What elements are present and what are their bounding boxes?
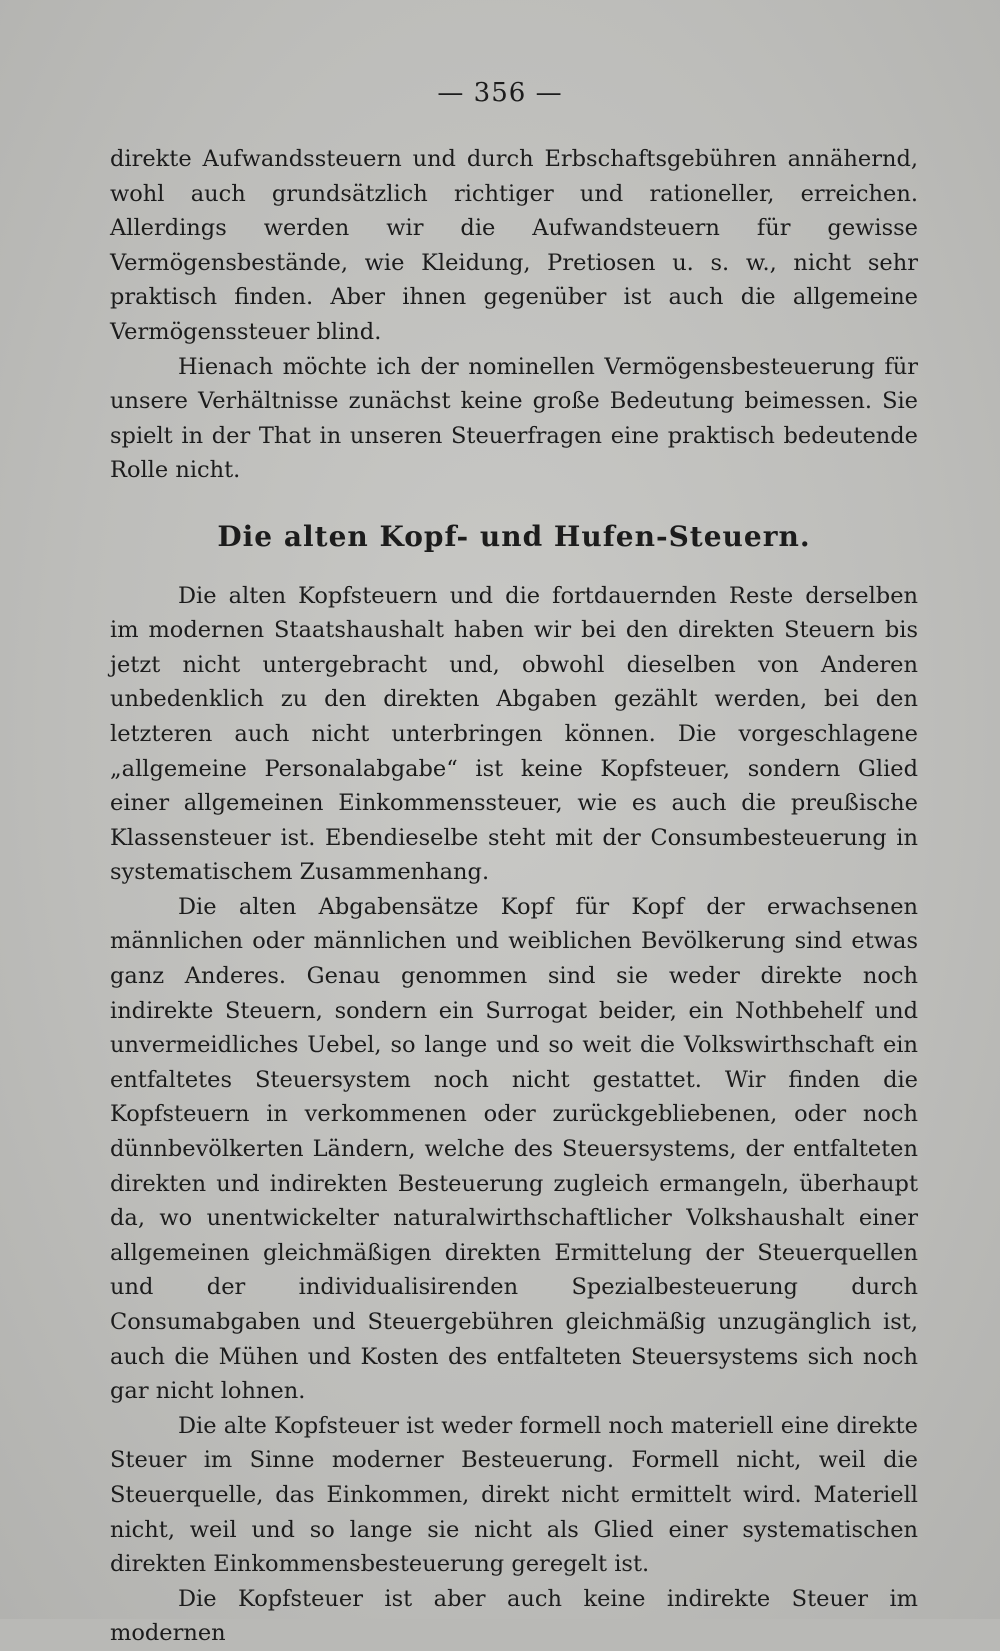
paragraph: Die alten Abgabensätze Kopf für Kopf der erwachsenen männlichen oder männlichen und weiblichen Bevölkerung sind etwas ganz Anderes. Genau genommen sind sie weder direkte noch indirekte Steuern, sondern ein Surrogat beider, ein Nothbehelf und unvermeidliches Uebel, so lange und so weit die Volkswirthschaft ein entfaltetes Steuersystem noch nicht gestattet. Wir finden die Kopfsteuern in verkommenen oder zurückgebliebenen, oder noch dünnbevölkerten Ländern, welche des Steuersystems, der entfalteten direkten und indirekten Besteuerung zugleich ermangeln, überhaupt da, wo unentwickelter naturalwirthschaftlicher Volkshaushalt einer allgemeinen gleichmäßigen direkten Ermittelung der Steuerquellen und der individualisirenden Spezialbesteuerung durch Consumabgaben und Steuergebühren gleichmäßig unzugänglich ist, auch die Mühen und Kosten des entfalteten Steuersystems sich noch gar nicht lohnen. — [110, 893, 918, 1405]
paragraph: Die alten Kopfsteuern und die fortdauernden Reste derselben im modernen Staatshaushalt haben wir bei den direkten Steuern bis jetzt nicht untergebracht und, obwohl dieselben von Anderen unbedenklich zu den direkten Abgaben gezählt werden, bei den letzteren auch nicht unterbringen können. Die vorgeschlagene „allgemeine Personalabgabe“ ist keine Kopfsteuer, sondern Glied einer allgemeinen Einkommenssteuer, wie es auch die preußische Klassensteuer ist. Ebendieselbe steht mit der Consumbesteuerung in systematischem Zusammenhang. — [110, 582, 918, 886]
page-body — [110, 142, 918, 1651]
paragraph: Die Kopfsteuer ist aber auch keine indirekte Steuer im modernen — [110, 1585, 918, 1647]
paragraph: Die alte Kopfsteuer ist weder formell noch materiell eine direkte Steuer im Sinne moderner Besteuerung. Formell nicht, weil die Steuerquelle, das Einkommen, direkt nicht ermittelt wird. Materiell nicht, weil und so lange sie nicht als Glied einer systematischen direkten Einkommensbesteuerung geregelt ist. — [110, 1412, 918, 1578]
paragraph: Hienach möchte ich der nominellen Vermögensbesteuerung für unsere Verhältnisse zunächst keine große Bedeutung beimessen. Sie spielt in der That in unseren Steuerfragen eine praktisch bedeutende Rolle nicht. — [110, 353, 918, 484]
page-number: — 356 — — [437, 78, 563, 108]
paragraph-continuation: direkte Aufwandssteuern und durch Erbschaftsgebühren annähernd, wohl auch grundsätzlich richtiger und rationeller, erreichen. Allerdings werden wir die Aufwandsteuern für gewisse Vermögensbestände, wie Kleidung, Pretiosen u. s. w., nicht sehr praktisch finden. Aber ihnen gegenüber ist auch die allgemeine Vermögenssteuer blind. — [110, 146, 918, 345]
section-heading: Die alten Kopf- und Hufen-Steuern. — [217, 519, 811, 553]
